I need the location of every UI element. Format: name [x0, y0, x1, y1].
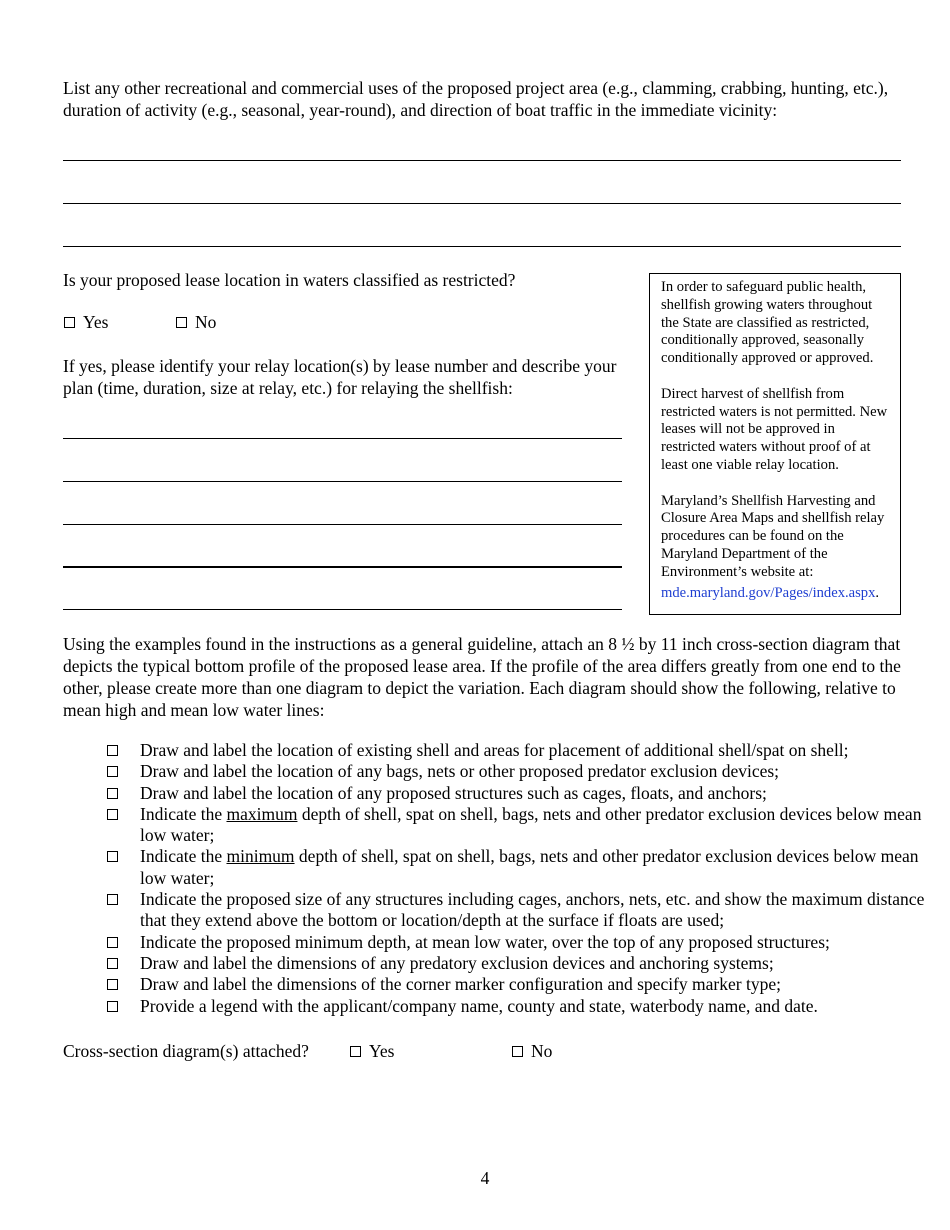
checklist-checkbox[interactable] — [107, 894, 118, 905]
diagram-attached-no-label: No — [531, 1041, 553, 1061]
checklist-item-text: Draw and label the location of any proposed structures such as cages, floats, and anchors; — [140, 782, 767, 803]
sidebar-link-line — [661, 585, 890, 603]
answer-line-other-uses-2[interactable] — [63, 203, 901, 204]
diagram-attached-no-checkbox[interactable] — [512, 1046, 523, 1057]
checklist-item-text: Draw and label the location of any bags, nets or other proposed predator exclusion devices; — [140, 761, 780, 782]
checklist-item-text: Indicate the maximum depth of shell, spat on shell, bags, nets and other predator exclusion devices below mean low water; — [140, 803, 922, 846]
restricted-yes-checkbox[interactable] — [64, 317, 75, 328]
checklist-item — [107, 846, 937, 889]
checklist-checkbox[interactable] — [107, 1001, 118, 1012]
checklist-checkbox[interactable] — [107, 851, 118, 862]
answer-line-other-uses-1[interactable] — [63, 160, 901, 161]
restricted-no-option[interactable] — [176, 311, 216, 333]
checklist-item-text: Draw and label the dimensions of the corner marker configuration and specify marker type; — [140, 974, 781, 995]
checklist-item-text: Draw and label the dimensions of any predatory exclusion devices and anchoring systems; — [140, 952, 774, 973]
answer-line-relay-4[interactable] — [63, 566, 622, 568]
sidebar-para-classification: In order to safeguard public health, shellfish growing waters throughout the State are classified as restricted, conditionally approved, seasonally conditionally approved or approved. — [661, 279, 874, 367]
info-sidebar — [649, 273, 901, 615]
checklist-checkbox[interactable] — [107, 937, 118, 948]
answer-line-relay-2[interactable] — [63, 481, 622, 482]
diagram-checklist — [107, 740, 937, 1017]
checklist-item-text: Indicate the proposed size of any structures including cages, anchors, nets, etc. and show the maximum distance that they extend above the bottom or location/depth at the surface if floats are used; — [140, 889, 925, 931]
diagram-attached-yes-option[interactable] — [350, 1040, 394, 1062]
checklist-item — [107, 889, 937, 932]
restricted-no-label: No — [195, 312, 217, 332]
checklist-checkbox[interactable] — [107, 958, 118, 969]
checklist-item-text: Provide a legend with the applicant/company name, county and state, waterbody name, and date. — [140, 995, 818, 1016]
checklist-item-text: Draw and label the location of existing shell and areas for placement of additional shell/spat on shell; — [140, 740, 849, 760]
answer-line-relay-5[interactable] — [63, 609, 622, 610]
diagram-attached-yes-checkbox[interactable] — [350, 1046, 361, 1057]
checklist-item-text: Indicate the minimum depth of shell, spat on shell, bags, nets and other predator exclusion devices below mean low water; — [140, 846, 919, 888]
restricted-no-checkbox[interactable] — [176, 317, 187, 328]
emphasis-maximum: maximum — [226, 803, 298, 824]
checklist-checkbox[interactable] — [107, 766, 118, 777]
restricted-yes-option[interactable] — [64, 311, 108, 333]
checklist-checkbox[interactable] — [107, 809, 118, 820]
checklist-item — [107, 740, 937, 761]
checklist-item — [107, 996, 937, 1017]
diagram-attached-question: Cross-section diagram(s) attached? — [63, 1041, 309, 1061]
checklist-item — [107, 953, 937, 974]
diagram-attached-no-option[interactable] — [512, 1040, 552, 1062]
emphasis-minimum: minimum — [226, 846, 295, 867]
checklist-item — [107, 974, 937, 995]
page-number: 4 — [480, 1168, 490, 1188]
restricted-yes-label: Yes — [83, 312, 109, 332]
diagram-instructions: Using the examples found in the instructions as a general guideline, attach an 8 ½ by 11 inch cross-section diagram that depicts the typical bottom profile of the proposed lease area. If the profile of the area differs greatly from one end to the other, please create more than one diagram to depict the variation. Each diagram should show the following, relative to mean high and mean low water lines: — [63, 634, 901, 720]
diagram-attached-yes-label: Yes — [369, 1041, 395, 1061]
checklist-checkbox[interactable] — [107, 979, 118, 990]
answer-line-relay-1[interactable] — [63, 438, 622, 439]
checklist-item — [107, 783, 937, 804]
restricted-waters-question: Is your proposed lease location in waters classified as restricted? — [63, 270, 516, 290]
sidebar-para-restricted: Direct harvest of shellfish from restricted waters is not permitted. New leases will not be approved in restricted waters without proof of at least one viable relay location. — [661, 385, 888, 473]
checklist-checkbox[interactable] — [107, 788, 118, 799]
sidebar-link-suffix: . — [875, 584, 880, 601]
other-uses-question: List any other recreational and commercial uses of the proposed project area (e.g., clamming, crabbing, hunting, etc.), duration of activity (e.g., seasonal, year-round), and direction of boat traffic in the immediate vicinity: — [63, 78, 889, 120]
checklist-item-text: Indicate the proposed minimum depth, at mean low water, over the top of any proposed structures; — [140, 931, 830, 952]
checklist-item — [107, 932, 937, 953]
mde-website-link[interactable]: mde.maryland.gov/Pages/index.aspx — [661, 584, 876, 601]
sidebar-para-maps: Maryland’s Shellfish Harvesting and Closure Area Maps and shellfish relay procedures can be found on the Maryland Department of the Environment’s website at: — [661, 492, 885, 580]
answer-line-other-uses-3[interactable] — [63, 246, 901, 247]
relay-location-question: If yes, please identify your relay location(s) by lease number and describe your plan (time, duration, size at relay, etc.) for relaying the shellfish: — [63, 356, 617, 398]
checklist-item — [107, 804, 937, 847]
answer-line-relay-3[interactable] — [63, 524, 622, 525]
checklist-checkbox[interactable] — [107, 745, 118, 756]
checklist-item — [107, 761, 937, 782]
